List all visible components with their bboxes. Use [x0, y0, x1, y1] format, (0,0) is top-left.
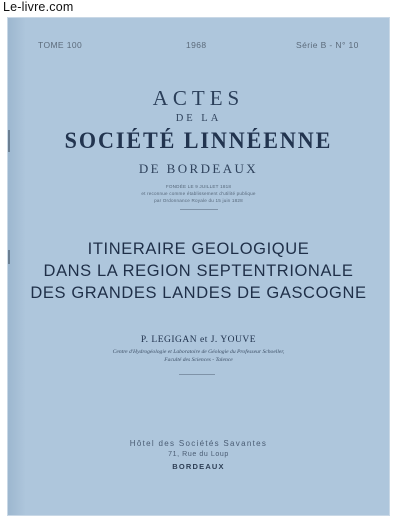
- publisher-address-line-1: Hôtel des Sociétés Savantes: [129, 439, 268, 448]
- journal-title-actes: ACTES: [152, 86, 245, 110]
- foundation-note: FONDÉE LE 9 JUILLET 1818: [165, 184, 232, 189]
- journal-title-bordeaux: DE BORDEAUX: [138, 161, 259, 176]
- divider-bottom: [179, 374, 215, 375]
- affiliation-line-2: Faculté des Sciences - Talence: [164, 357, 233, 363]
- journal-title-societe: SOCIÉTÉ LINNÉENNE: [64, 128, 333, 153]
- article-authors: P. LEGIGAN et J. YOUVE: [140, 335, 257, 345]
- booklet-cover: [8, 18, 389, 515]
- year-label: 1968: [186, 40, 207, 50]
- article-title-line-1: ITINERAIRE GEOLOGIQUE: [87, 240, 310, 258]
- watermark: Le-livre.com: [3, 0, 74, 14]
- tome-label: TOME 100: [38, 40, 83, 50]
- divider-top: [180, 209, 218, 210]
- recognition-note-2: par Ordonnance Royale du 15 juin 1828: [154, 198, 243, 203]
- publisher-city: BORDEAUX: [172, 462, 225, 471]
- article-title-line-3: DES GRANDES LANDES DE GASCOGNE: [30, 284, 367, 302]
- series-label: Série B - N° 10: [296, 40, 359, 50]
- recognition-note-1: et reconnue comme établissement d'utilité publique: [141, 191, 256, 196]
- staple-mark-top: [8, 130, 10, 152]
- article-title-line-2: DANS LA REGION SEPTENTRIONALE: [43, 262, 354, 280]
- journal-title-de-la: DE LA: [175, 113, 222, 124]
- publisher-address-line-2: 71, Rue du Loup: [168, 451, 229, 458]
- affiliation-line-1: Centre d'Hydrogéologie et Laboratoire de Géologie du Professeur Schoeller,: [112, 349, 285, 355]
